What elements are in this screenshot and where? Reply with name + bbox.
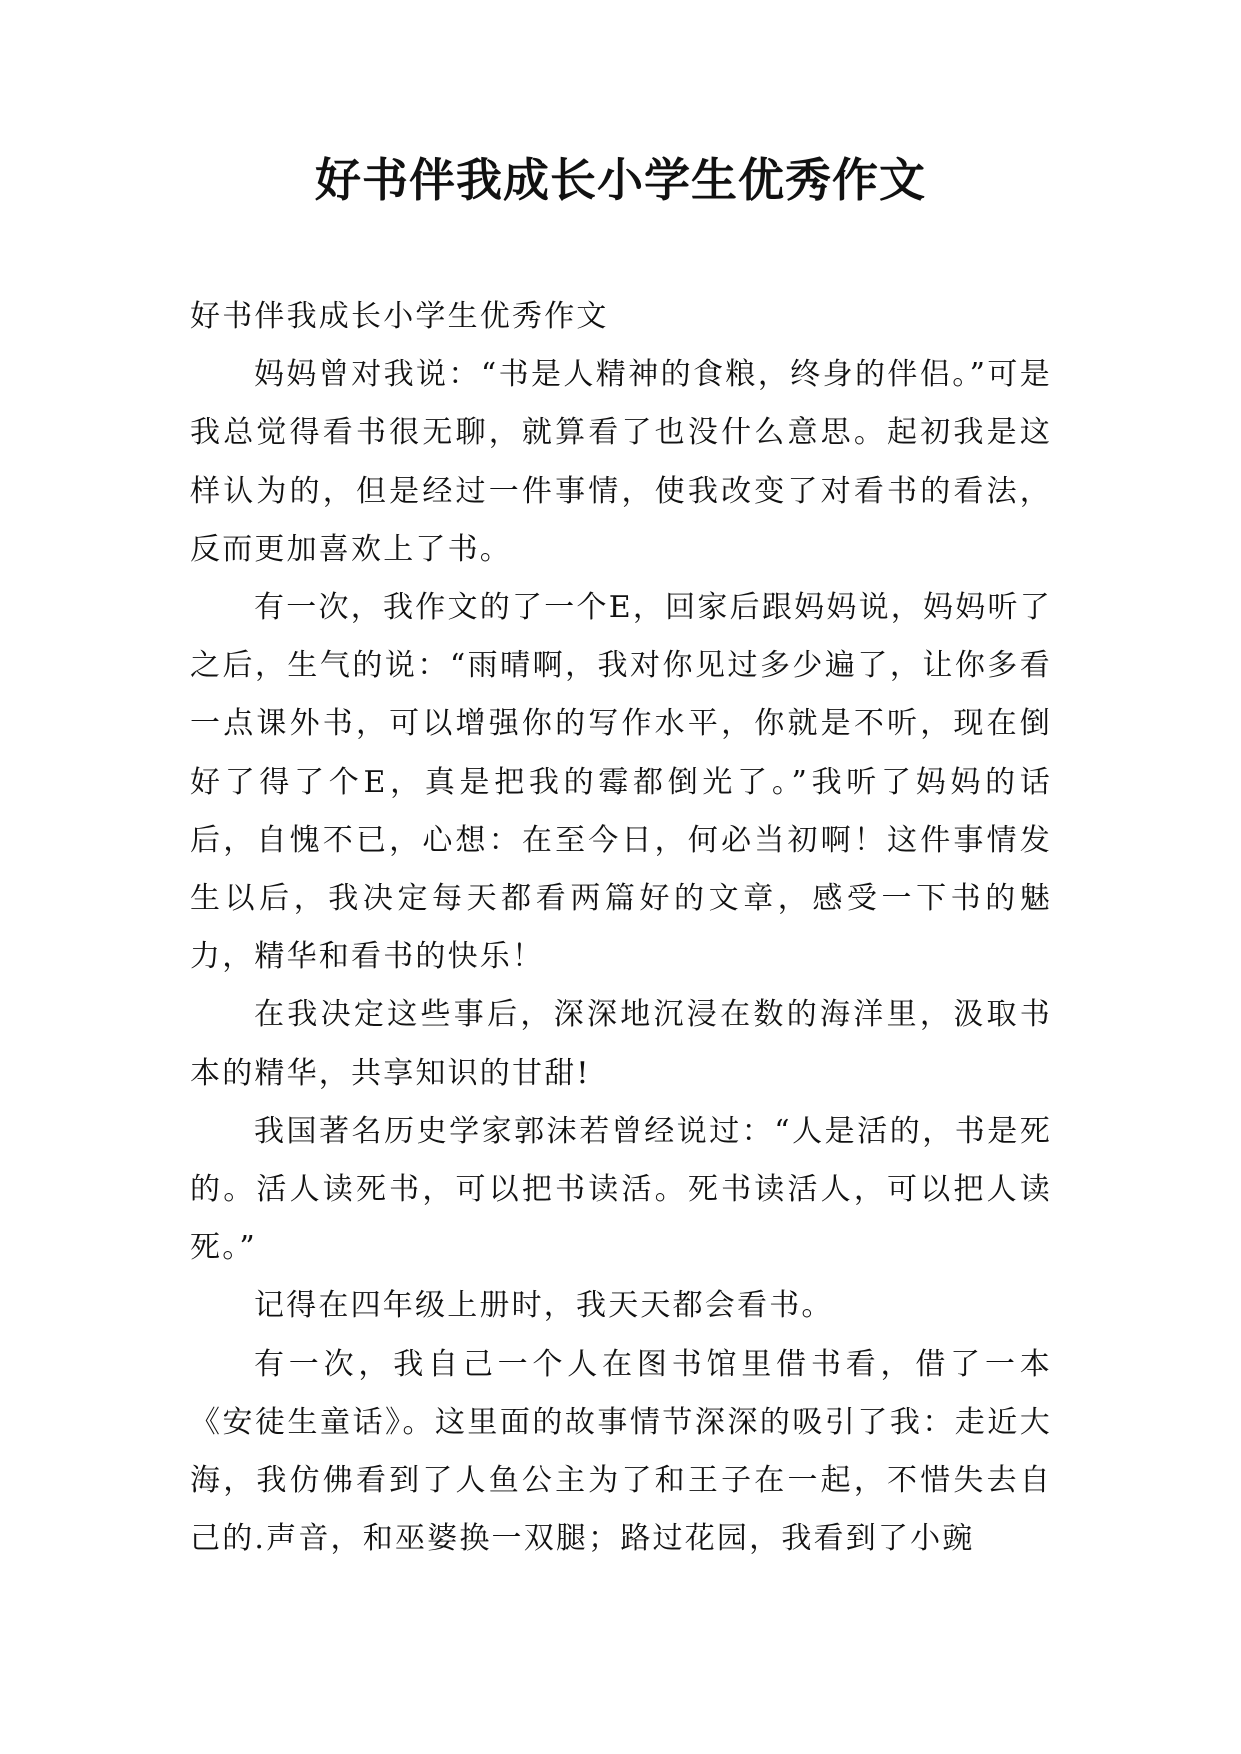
paragraph: 记得在四年级上册时，我天天都会看书。 — [254, 1288, 834, 1324]
paragraph: 我国著名历史学家郭沫若曾经说过：“人是活的，书是死的。活人读死书，可以把书读活。死书读活人，可以把人读死。” — [190, 1113, 1052, 1266]
paragraph: 有一次，我自己一个人在图书馆里借书看，借了一本《安徒生童话》。这里面的故事情节深深的吸引了我：走近大海，我仿佛看到了人鱼公主为了和王子在一起，不惜失去自己的.声音，和巫婆换一双腿；路过花园，我看到了小豌 — [190, 1346, 1052, 1557]
document-title: 好书伴我成长小学生优秀作文 — [315, 153, 926, 207]
paragraph: 有一次，我作文的了一个E，回家后跟妈妈说，妈妈听了之后，生气的说：“雨晴啊，我对你见过多少遍了，让你多看一点课外书，可以增强你的写作水平，你就是不听，现在倒好了得了个E，真是把我的霉都倒光了。”我听了妈妈的话后，自愧不已，心想：在至今日，何必当初啊！这件事情发生以后，我决定每天都看两篇好的文章，感受一下书的魅力，精华和看书的快乐！ — [190, 590, 1052, 975]
paragraph: 妈妈曾对我说：“书是人精神的食粮，终身的伴侣。”可是我总觉得看书很无聊，就算看了也没什么意思。起初我是这样认为的，但是经过一件事情，使我改变了对看书的看法，反而更加喜欢上了书。 — [190, 357, 1052, 567]
paragraph-subtitle: 好书伴我成长小学生优秀作文 — [190, 299, 609, 334]
paragraph: 在我决定这些事后，深深地沉浸在数的海洋里，汲取书本的精华，共享知识的甘甜! — [190, 997, 1052, 1091]
document-body — [190, 288, 1052, 1568]
